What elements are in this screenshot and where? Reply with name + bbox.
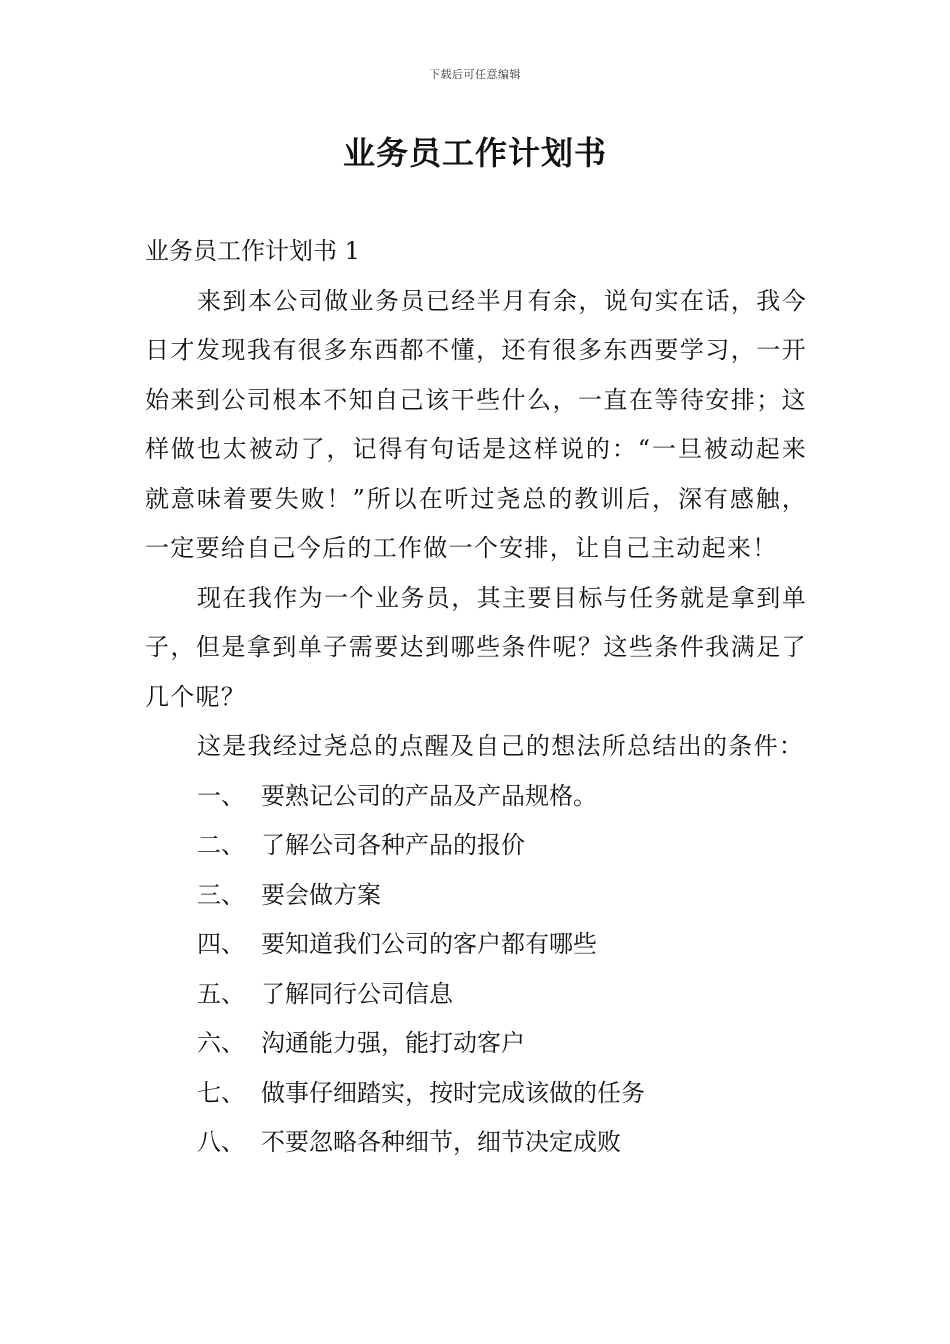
list-text: 要熟记公司的产品及产品规格。 (261, 781, 597, 810)
section-heading: 业务员工作计划书 1 (145, 237, 360, 265)
list-item (145, 920, 807, 970)
list-marker: 五、 (197, 979, 245, 1008)
list-item (145, 871, 807, 921)
paragraph-goal: 现在我作为一个业务员，其主要目标与任务就是拿到单子，但是拿到单子需要达到哪些条件呢？这些条件我满足了几个呢？ (145, 583, 807, 711)
list-text: 要会做方案 (261, 880, 381, 909)
list-text: 了解同行公司信息 (261, 979, 453, 1008)
list-marker: 八、 (197, 1128, 245, 1156)
paragraph-conditions-lead: 这是我经过尧总的点醒及自己的想法所总结出的条件： (197, 732, 805, 760)
list-item (145, 1069, 807, 1119)
document-title: 业务员工作计划书 (342, 134, 607, 172)
paragraph-intro: 来到本公司做业务员已经半月有余，说句实在话，我今日才发现我有很多东西都不懂，还有很多东西要学习，一开始来到公司根本不知自己该干些什么，一直在等待安排；这样做也太被动了，记得有句话是这样说的：“一旦被动起来就意味着要失败！”所以在听过尧总的教训后，深有感触，一定要给自己今后的工作做一个安排，让自己主动起来！ (145, 286, 807, 562)
list-item (145, 821, 807, 871)
list-item (145, 1118, 807, 1168)
document-body (145, 227, 807, 1168)
header-note: 下载后可任意编辑 (429, 68, 521, 81)
list-text: 了解公司各种产品的报价 (261, 831, 525, 859)
conditions-list (145, 772, 807, 1168)
list-item (145, 1019, 807, 1069)
list-marker: 二、 (197, 831, 245, 859)
list-text: 沟通能力强，能打动客户 (261, 1029, 525, 1057)
list-text: 不要忽略各种细节，细节决定成败 (261, 1128, 621, 1156)
list-marker: 一、 (197, 781, 245, 810)
list-marker: 七、 (197, 1078, 245, 1107)
list-marker: 三、 (197, 880, 245, 909)
list-marker: 四、 (197, 930, 245, 958)
list-marker: 六、 (197, 1029, 245, 1057)
list-item (145, 970, 807, 1020)
list-text: 做事仔细踏实，按时完成该做的任务 (261, 1078, 645, 1107)
list-text: 要知道我们公司的客户都有哪些 (261, 930, 597, 958)
list-item (145, 772, 807, 822)
